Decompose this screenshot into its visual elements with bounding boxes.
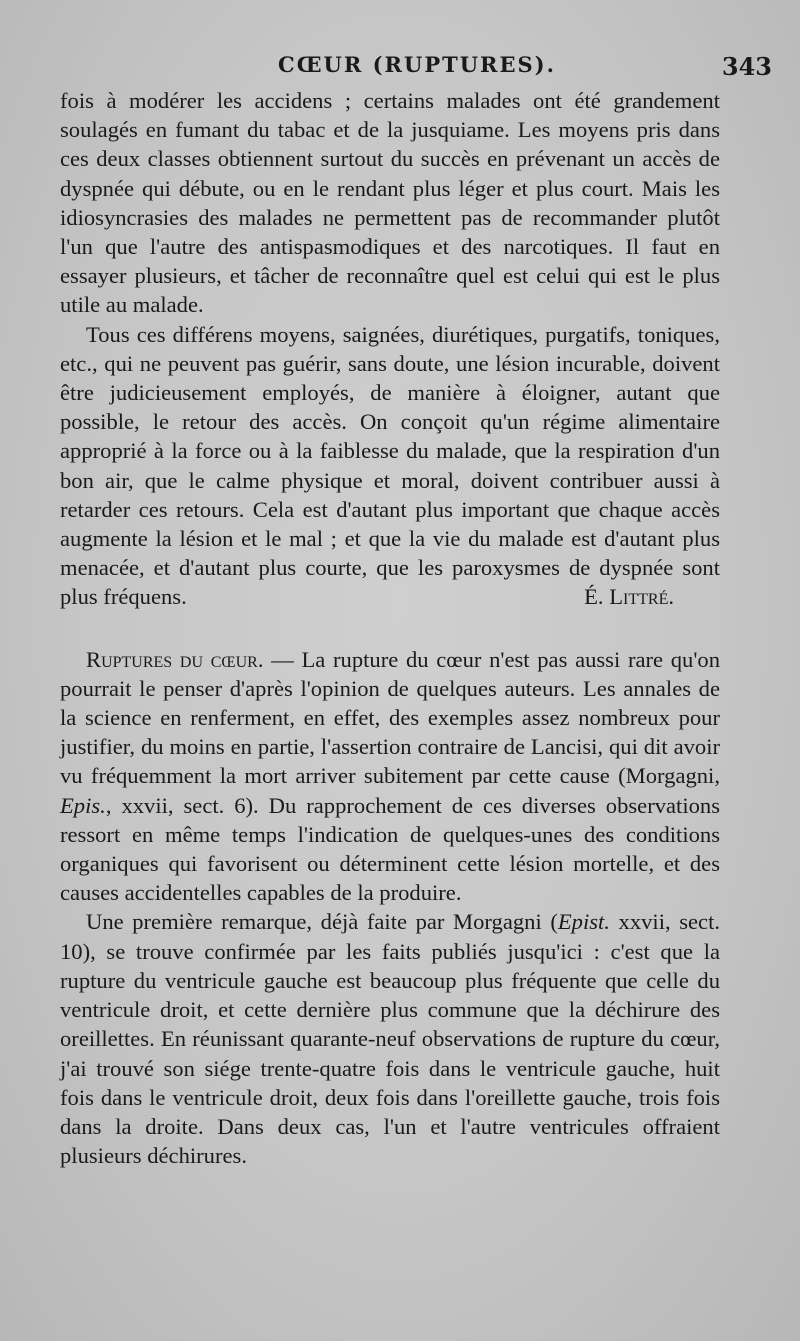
body-text [60,86,720,1170]
citation-epist: Epist. [557,909,610,935]
paragraph-4 [60,907,720,1170]
paragraph-3-text-b: , xxvii, sect. 6). Du rapprochement de ces diverses observations ressort en même temps l'indication de quelques-unes des conditions organiques qui favorisent ou déterminent cette lésion mortelle, et des causes accidentelles capables de la produire. [60,792,720,906]
section-title: Ruptures du cœur. [86,646,264,672]
paragraph-2-text: Tous ces différens moyens, saignées, diurétiques, purgatifs, toniques, etc., qui ne peuvent pas guérir, sans doute, une lésion incurable, doivent être judicieusement employés, de manière à éloigner, autant que possible, le retour des accès. On conçoit qu'un régime alimentaire approprié à la force ou à la faiblesse du malade, que la respiration d'un bon air, que le calme physique et moral, doivent contribuer aussi à retarder ces retours. Cela est d'autant plus important que chaque accès augmente la lésion et le mal ; et que la vie du malade est d'autant plus menacée, et d'autant plus courte, que les paroxysmes de dyspnée sont plus fréquens. [60,321,720,610]
citation-epis: Epis. [60,792,106,818]
paragraph-4-text-a: Une première remarque, déjà faite par Morgagni ( [86,909,558,935]
author-signature: É. Littré. [584,584,674,610]
paragraph-3-text-a: — La rupture du cœur n'est pas aussi rare qu'on pourrait le penser d'après l'opinion de quelques auteurs. Les annales de la science en renferment, en effet, des exemples assez nombreux pour justifier, du moins en partie, l'assertion contraire de Lancisi, qui dit avoir vu fréquemment la mort arriver subitement par cette cause (Morgagni, [60,646,721,789]
paragraph-2 [60,320,720,612]
section-gap [60,612,720,645]
running-head: CŒUR (RUPTURES). [278,52,556,77]
paragraph-4-text-b: xxvii, sect. 10), se trouve confirmée par les faits publiés jusqu'ici : c'est que la rupture du ventricule gauche est beaucoup plus fréquente que celle du ventricule droit, et cette dernière plus commune que la déchirure des oreillettes. En réunissant quarante-neuf observations de rupture du cœur, j'ai trouvé son siége trente-quatre fois dans le ventricule gauche, huit fois dans le ventricule droit, deux fois dans l'oreillette gauche, trois fois dans la droite. Dans deux cas, l'un et l'autre ventricules offraient plusieurs déchirures. [60,909,721,1169]
paragraph-1: fois à modérer les accidens ; certains malades ont été grandement soulagés en fumant du tabac et de la jusquiame. Les moyens pris dans ces deux classes obtiennent surtout du succès en prévenant un accès de dyspnée qui débute, ou en le rendant plus léger et plus court. Mais les idiosyncrasies des malades ne permettent pas de recommander plutôt l'un que l'autre des antispasmodiques et des narcotiques. Il faut en essayer plusieurs, et tâcher de reconnaître quel est celui qui est le plus utile au malade. [60,88,720,318]
paragraph-3 [60,645,720,908]
page-number: 343 [721,52,772,81]
